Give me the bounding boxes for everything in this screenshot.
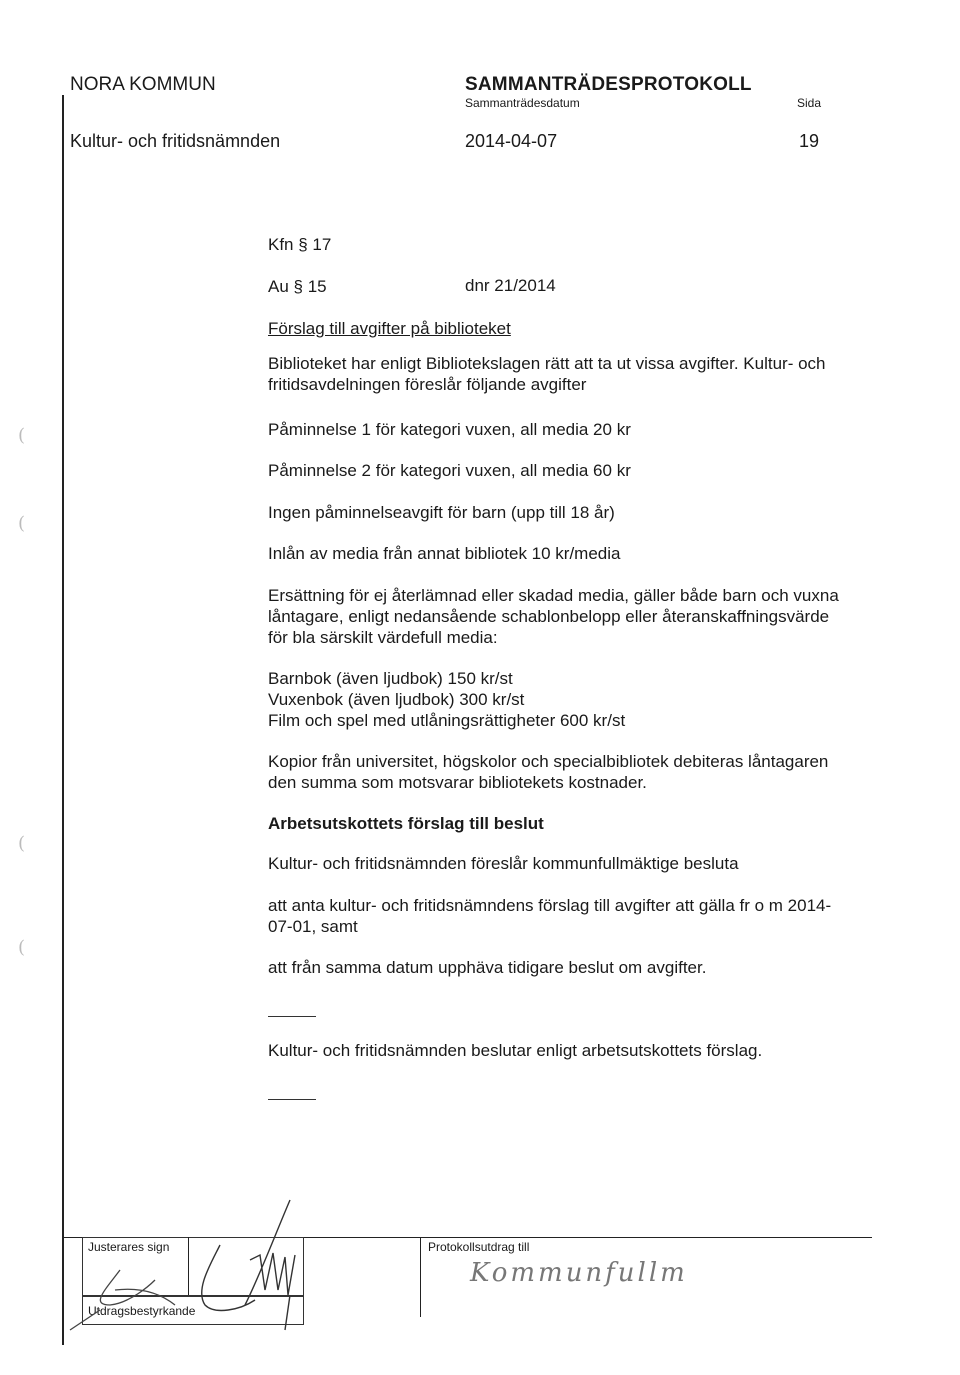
meeting-date: 2014-04-07 xyxy=(465,131,558,151)
page-number: 19 xyxy=(799,131,820,151)
compensation-paragraph: Ersättning för ej återlämnad eller skadad media, gäller både barn och vuxna låntagare, enligt nedansående schablonbelopp eller återanskaffningsvärde för bla särskilt värdefull media: xyxy=(268,586,839,647)
protokollsutdrag-label: Protokollsutdrag till xyxy=(428,1240,530,1254)
proposal-line-3: att från samma datum upphäva tidigare beslut om avgifter. xyxy=(268,958,707,977)
decision-paragraph: Kultur- och fritidsnämnden beslutar enligt arbetsutskottets förslag. xyxy=(268,1041,763,1060)
date-label: Sammanträdesdatum xyxy=(465,96,580,110)
left-margin-rule xyxy=(62,95,64,1345)
proposal-line-2: att anta kultur- och fritidsnämndens förslag till avgifter att gälla fr o m 2014-07-01, samt xyxy=(268,896,832,936)
document-type: SAMMANTRÄDESPROTOKOLL xyxy=(465,74,752,95)
au-reference: Au § 15 xyxy=(268,277,327,296)
recipient-divider xyxy=(420,1237,421,1317)
interloan-fee: Inlån av media från annat bibliotek 10 kr/media xyxy=(268,544,621,563)
separator-dash-1 xyxy=(268,1016,316,1017)
reminder-2-fee: Påminnelse 2 för kategori vuxen, all media 60 kr xyxy=(268,461,631,480)
committee-name: Kultur- och fritidsnämnden xyxy=(70,131,281,151)
intro-paragraph: Biblioteket har enligt Bibliotekslagen rätt att ta ut vissa avgifter. Kultur- och fritidsavdelningen föreslår följande avgifter xyxy=(268,354,826,394)
proposal-heading: Arbetsutskottets förslag till beslut xyxy=(268,814,544,833)
children-fee: Ingen påminnelseavgift för barn (upp till 18 år) xyxy=(268,503,615,522)
fee-item-childrens-book: Barnbok (även ljudbok) 150 kr/st xyxy=(268,669,513,688)
margin-mark: ( xyxy=(18,425,26,446)
proposal-line-1: Kultur- och fritidsnämnden föreslår kommunfullmäktige besluta xyxy=(268,854,739,873)
utdragsbestyrkande-label: Utdragsbestyrkande xyxy=(88,1304,196,1318)
separator-dash-2 xyxy=(268,1099,316,1100)
dnr-reference: dnr 21/2014 xyxy=(465,276,556,295)
signature-scribble xyxy=(60,1195,330,1335)
margin-mark: ( xyxy=(18,937,26,958)
copies-paragraph: Kopior från universitet, högskolor och specialbibliotek debiteras låntagaren den summa som motsvarar bibliotekets kostnader. xyxy=(268,752,829,792)
margin-mark: ( xyxy=(18,833,26,854)
justerares-sign-label: Justerares sign xyxy=(88,1240,170,1254)
handwritten-recipient: Kommunfullm xyxy=(470,1258,688,1288)
page-label: Sida xyxy=(797,96,822,110)
kfn-reference: Kfn § 17 xyxy=(268,235,332,254)
organization-name: NORA KOMMUN xyxy=(70,74,216,95)
subject-title: Förslag till avgifter på biblioteket xyxy=(268,319,511,338)
margin-mark: ( xyxy=(18,513,26,534)
fee-item-film-games: Film och spel med utlåningsrättigheter 600 kr/st xyxy=(268,711,626,730)
fee-item-adult-book: Vuxenbok (även ljudbok) 300 kr/st xyxy=(268,690,525,709)
reminder-1-fee: Påminnelse 1 för kategori vuxen, all media 20 kr xyxy=(268,420,631,439)
fee-list xyxy=(268,668,848,731)
